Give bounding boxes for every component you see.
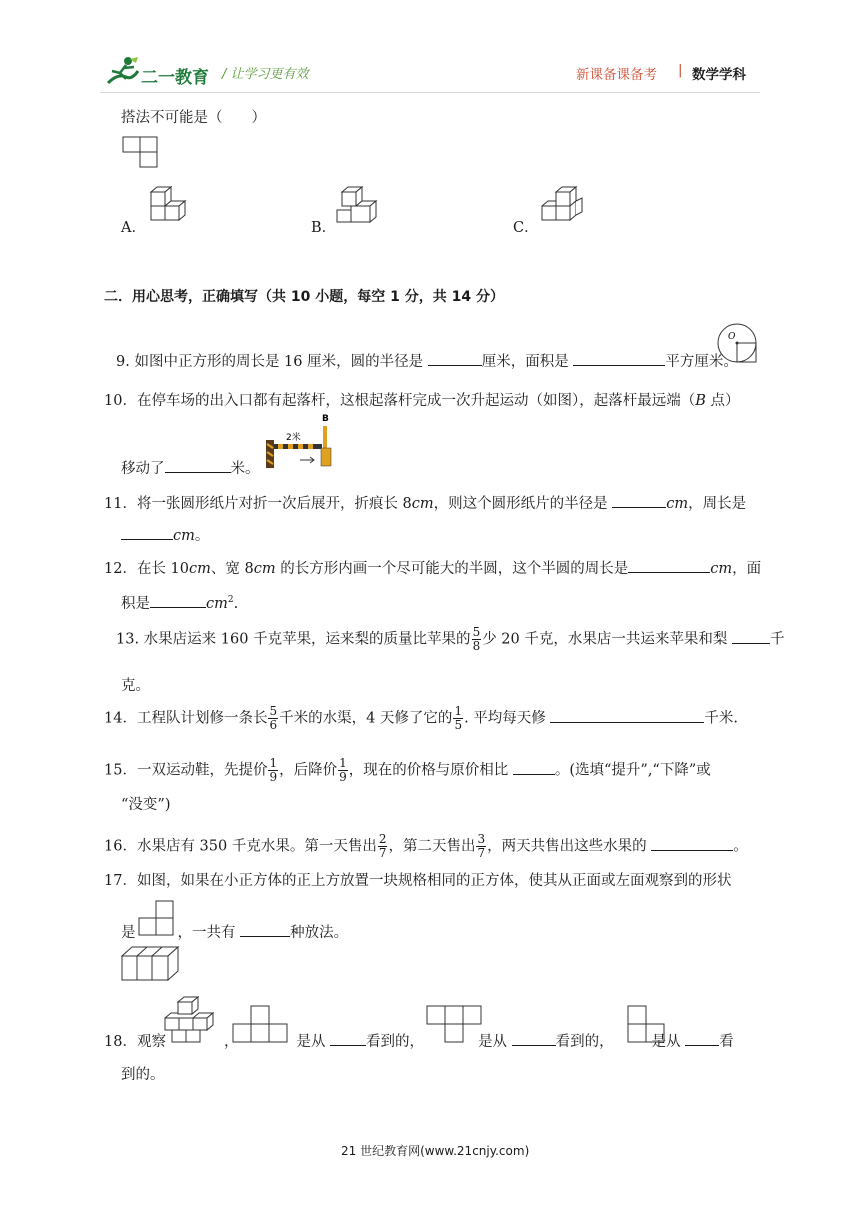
q18-view-2 bbox=[426, 1005, 484, 1045]
q12-text-d: ，面 bbox=[732, 561, 762, 577]
q16-blank-fraction[interactable] bbox=[651, 836, 733, 851]
q15-frac1-den: 9 bbox=[269, 770, 278, 784]
slogan: / 让学习更有效 bbox=[222, 67, 309, 82]
q13-blank-total[interactable] bbox=[732, 629, 770, 644]
q13-text-a: 13. 水果店运来 160 千克苹果，运来梨的质量比苹果的 bbox=[116, 631, 471, 648]
q17-view-shape bbox=[138, 900, 178, 936]
q8-option-a-cubes bbox=[145, 186, 189, 228]
header-separator: | bbox=[678, 62, 683, 78]
q18-blank-3[interactable] bbox=[685, 1031, 719, 1046]
q11-unit-1: cm bbox=[411, 496, 434, 512]
q8-option-c-cubes bbox=[538, 186, 586, 228]
q14-frac1-den: 6 bbox=[269, 718, 278, 732]
q18-text-b: 是从 bbox=[296, 1034, 331, 1050]
question-16 bbox=[104, 833, 748, 860]
q13-frac-num: 5 bbox=[472, 625, 481, 639]
q17-text-c: ，一共有 bbox=[177, 925, 241, 941]
q18-text-d: 是从 bbox=[478, 1034, 512, 1050]
q18-text-f: 是从 bbox=[651, 1034, 686, 1050]
q10-text-a: 10．在停车场的出入口都有起落杆，这根起落杆完成一次升起运动（如图），起落杆最远端（ bbox=[104, 393, 696, 409]
q16-fraction-1 bbox=[378, 833, 388, 860]
q9-circle-square-figure bbox=[716, 322, 760, 366]
question-15-line1 bbox=[104, 757, 711, 784]
q15-frac1-num: 1 bbox=[269, 756, 278, 770]
q14-text-c: . 平均每天修 bbox=[464, 710, 551, 727]
q12-blank-area[interactable] bbox=[150, 593, 206, 608]
q16-text-d: 。 bbox=[733, 838, 748, 855]
q12-blank-perimeter[interactable] bbox=[628, 558, 710, 573]
q15-text-d: 。(选填“提升”,“下降”或 bbox=[554, 762, 711, 779]
q18-comma: ， bbox=[223, 1034, 239, 1050]
q15-text-e: “没变”) bbox=[121, 797, 171, 813]
q17-base-cubes bbox=[121, 946, 181, 982]
q8-option-b-cubes bbox=[336, 186, 380, 228]
q10-text-c: 点） bbox=[705, 393, 740, 409]
question-12-line1 bbox=[104, 557, 761, 578]
q18-text-c: 看到的， bbox=[366, 1034, 425, 1050]
q18-text-h: 到的。 bbox=[121, 1067, 165, 1083]
q12-text-e: 积是 bbox=[121, 596, 150, 612]
q13-text-b: 少 20 千克，水果店一共运来苹果和梨 bbox=[482, 631, 732, 648]
question-10-line2 bbox=[121, 457, 260, 478]
q11-unit-2: cm bbox=[666, 496, 689, 512]
header-subject: 数学学科 bbox=[692, 67, 746, 83]
header-divider bbox=[100, 92, 760, 93]
q12-unit-3: cm bbox=[710, 561, 733, 577]
q14-frac1-num: 5 bbox=[269, 704, 278, 718]
question-12-line2 bbox=[121, 592, 238, 613]
q13-fraction bbox=[472, 626, 482, 653]
logo-text: 二一教育 bbox=[141, 68, 209, 88]
q11-text-d: 。 bbox=[194, 528, 210, 544]
q9-blank-area[interactable] bbox=[573, 351, 665, 366]
q12-text-b: 、宽 8 bbox=[210, 561, 254, 577]
question-14 bbox=[104, 705, 738, 732]
q16-text-c: ，两天共售出这些水果的 bbox=[487, 838, 652, 855]
q15-frac2-num: 1 bbox=[339, 756, 347, 770]
q15-fraction-2 bbox=[338, 757, 348, 784]
q9-center-label: O bbox=[728, 332, 736, 342]
q10-barrier-figure bbox=[264, 410, 344, 472]
q10-point-b: B bbox=[695, 393, 706, 409]
q15-text-c: ，现在的价格与原价相比 bbox=[348, 762, 513, 779]
q16-text-b: ，第二天售出 bbox=[388, 838, 476, 855]
q17-text-a: 17．如图，如果在小正方体的正上方放置一块规格相同的正方体，使其从正面或左面观察到的形状 bbox=[104, 873, 732, 889]
q14-frac2-den: 5 bbox=[454, 718, 463, 732]
question-9 bbox=[116, 350, 738, 371]
q14-fraction-2 bbox=[453, 705, 463, 732]
q10-text-e: 米。 bbox=[230, 461, 260, 477]
q13-text-c: 千 bbox=[769, 631, 785, 648]
q18-text-g: 看 bbox=[719, 1034, 734, 1050]
q8-stem: 搭法不可能是（ ） bbox=[121, 110, 266, 126]
q11-unit-3: cm bbox=[173, 528, 195, 544]
q13-frac-den: 8 bbox=[472, 639, 481, 653]
q10-fig-length-label: 2米 bbox=[286, 433, 301, 443]
q11-text-b: ，则这个圆形纸片的半径是 bbox=[433, 496, 613, 512]
footer-text: 21 世纪教育网(www.21cnjy.com) bbox=[341, 1144, 530, 1158]
q16-fraction-2 bbox=[476, 833, 486, 860]
q18-text-a: 18．观察 bbox=[104, 1034, 166, 1050]
q18-view-1 bbox=[232, 1005, 290, 1045]
q15-blank-compare[interactable] bbox=[513, 760, 555, 775]
q15-text-a: 15．一双运动鞋，先提价 bbox=[104, 762, 268, 779]
q12-unit-2: cm bbox=[253, 561, 276, 577]
question-11-line1 bbox=[104, 492, 746, 513]
q14-text-d: 千米. bbox=[704, 710, 739, 727]
q9-text-a: 9. 如图中正方形的周长是 16 厘米，圆的半径是 bbox=[116, 354, 428, 370]
q18-view-3 bbox=[627, 1005, 667, 1045]
q12-text-g: . bbox=[233, 596, 239, 612]
q15-text-b: ，后降价 bbox=[279, 762, 338, 779]
q10-blank-distance[interactable] bbox=[165, 458, 231, 473]
q14-fraction-1 bbox=[268, 705, 278, 732]
q18-text-e: 看到的， bbox=[555, 1034, 614, 1050]
q12-text-c: 的长方形内画一个尽可能大的半圆，这个半圆的周长是 bbox=[275, 561, 629, 577]
q11-text-c: ，周长是 bbox=[688, 496, 747, 512]
q18-blank-1[interactable] bbox=[330, 1031, 366, 1046]
q13-text-d: 克。 bbox=[121, 678, 150, 694]
q17-text-d: 种放法。 bbox=[290, 925, 349, 941]
q10-fig-b-label: B bbox=[322, 414, 329, 424]
q9-text-b: 厘米，面积是 bbox=[481, 354, 574, 370]
q16-frac2-num: 3 bbox=[477, 832, 486, 846]
q14-text-b: 千米的水渠，4 天修了它的 bbox=[279, 710, 453, 727]
question-11-line2 bbox=[121, 524, 209, 545]
q16-frac1-num: 2 bbox=[378, 832, 387, 846]
q11-blank-radius[interactable] bbox=[612, 493, 666, 508]
q18-solid-figure bbox=[164, 996, 218, 1044]
q12-unit-1: cm bbox=[189, 561, 211, 577]
section-2-title: 二．用心思考，正确填写（共 10 小题，每空 1 分，共 14 分） bbox=[104, 289, 504, 305]
q8-top-view-figure bbox=[122, 136, 162, 170]
q12-unit-sup: 2 bbox=[227, 595, 234, 606]
q14-blank-daily[interactable] bbox=[550, 708, 704, 723]
q17-text-b: 是 bbox=[121, 925, 136, 941]
logo-runner-icon bbox=[104, 55, 140, 87]
q14-text-a: 14．工程队计划修一条长 bbox=[104, 710, 268, 727]
header-right-text: 新课备课备考 bbox=[576, 67, 657, 83]
q16-text-a: 16．水果店有 350 千克水果。第一天售出 bbox=[104, 838, 377, 855]
question-10-line1 bbox=[104, 389, 739, 410]
q12-unit-4: cm bbox=[206, 596, 228, 612]
q8-option-c-label: C． bbox=[513, 220, 539, 236]
q11-text-a: 11．将一张圆形纸片对折一次后展开，折痕长 8 bbox=[104, 496, 412, 512]
q15-frac2-den: 9 bbox=[339, 770, 347, 784]
q18-blank-2[interactable] bbox=[512, 1031, 556, 1046]
q8-option-a-label: A． bbox=[121, 220, 146, 236]
q8-option-b-label: B． bbox=[311, 220, 337, 236]
q9-text-c: 平方厘米。 bbox=[665, 354, 738, 370]
q10-text-d: 移动了 bbox=[121, 461, 165, 477]
q11-blank-circumference[interactable] bbox=[121, 525, 173, 540]
q16-frac1-den: 7 bbox=[378, 846, 387, 860]
q14-frac2-num: 1 bbox=[454, 704, 463, 718]
q9-blank-radius[interactable] bbox=[428, 351, 482, 366]
q12-text-a: 12．在长 10 bbox=[104, 561, 190, 577]
q17-blank-count[interactable] bbox=[240, 922, 290, 937]
question-13-line1 bbox=[116, 626, 784, 653]
q16-frac2-den: 7 bbox=[477, 846, 486, 860]
q15-fraction-1 bbox=[268, 757, 278, 784]
